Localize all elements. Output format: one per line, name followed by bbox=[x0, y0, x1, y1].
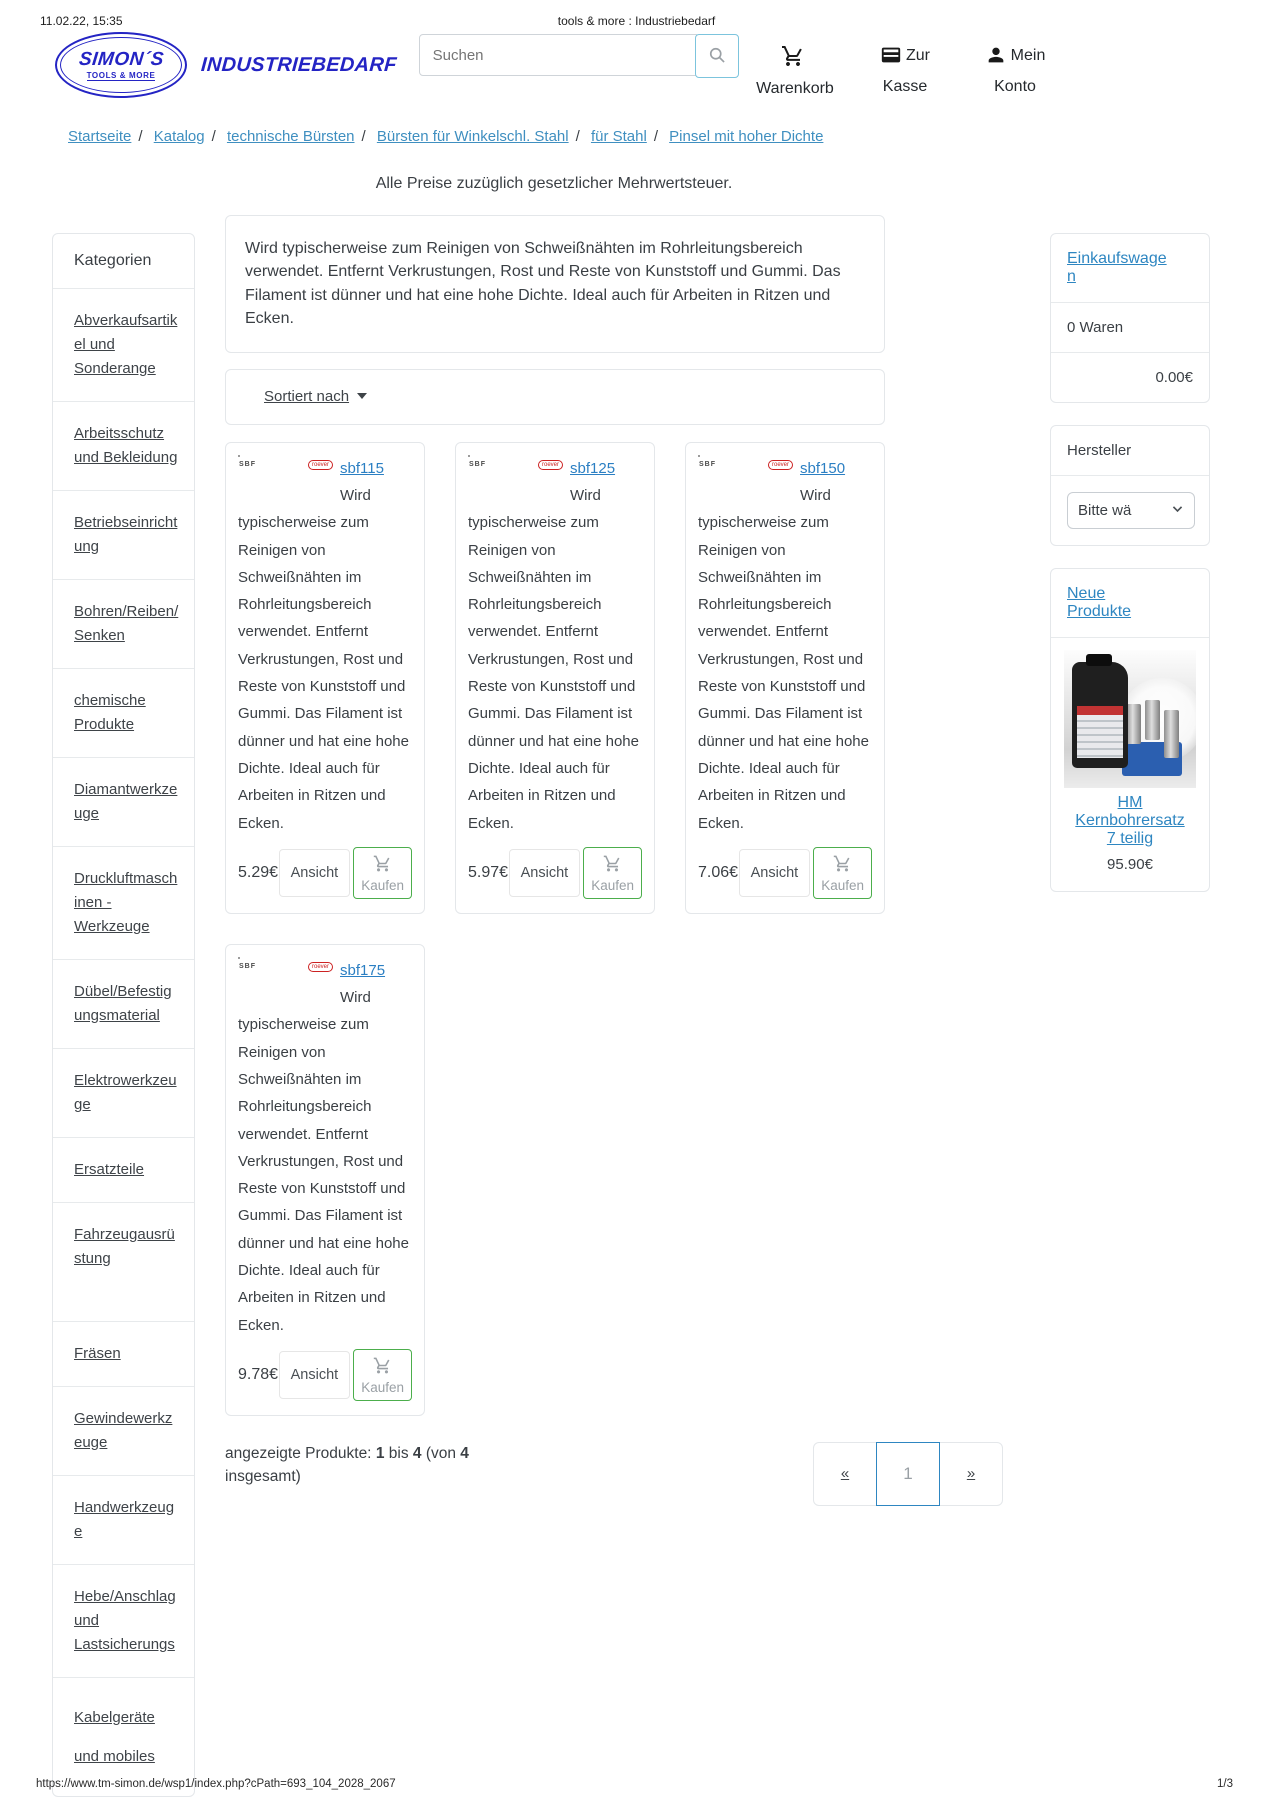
buy-button-label: Kaufen bbox=[821, 877, 864, 893]
product-description: Wird typischerweise zum Reinigen von Schweißnähten im Rohrleitungsbereich verwendet. Entfernt Verkrustungen, Rost und Reste von Kunststoff und Gummi. Das Filament ist dünner und hat eine hohe Dichte. Ideal auch für Arbeiten in Ritzen und Ecken. bbox=[468, 486, 639, 832]
summary-to: 4 bbox=[412, 1444, 422, 1462]
manufacturer-selected-value: Bitte wä bbox=[1078, 501, 1132, 519]
logo-wordmark: INDUSTRIEBEDARF bbox=[200, 53, 398, 76]
sbf-brand-label: SBF bbox=[469, 460, 486, 468]
print-document-title: tools & more : Industriebedarf bbox=[557, 14, 716, 28]
sort-label: Sortiert nach bbox=[264, 387, 350, 405]
main-content bbox=[225, 215, 1011, 1506]
sidebar-item-diamantwerkzeuge[interactable]: Diamantwerkzeuge bbox=[53, 758, 194, 847]
roever-stamp: roever bbox=[308, 962, 333, 972]
user-icon bbox=[985, 44, 1007, 75]
buy-button-label: Kaufen bbox=[361, 1379, 404, 1395]
cart-mini-icon bbox=[603, 854, 622, 876]
roever-stamp: roever bbox=[768, 460, 793, 470]
categories-title: Kategorien bbox=[53, 234, 194, 289]
manufacturer-select[interactable] bbox=[1067, 492, 1195, 529]
breadcrumb-separator: / bbox=[361, 127, 366, 145]
hm-kernbohrersatz-photo[interactable] bbox=[1064, 650, 1196, 788]
product-image[interactable] bbox=[238, 455, 334, 471]
product-price: 5.97€ bbox=[468, 863, 509, 881]
sbf-brand-label: SBF bbox=[239, 460, 256, 468]
sidebar-item-kabelgeraete[interactable]: Kabelgeräte und mobiles bbox=[74, 1708, 155, 1765]
right-sidebar bbox=[1050, 233, 1210, 914]
sidebar-item-gewindewerkzeuge[interactable]: Gewindewerkzeuge bbox=[53, 1387, 194, 1476]
product-link-sbf125[interactable]: sbf125 bbox=[570, 459, 616, 477]
categories-sidebar bbox=[52, 233, 195, 1797]
breadcrumb-separator: / bbox=[138, 127, 143, 145]
magnifier-icon bbox=[707, 45, 727, 68]
print-page-indicator: 1/3 bbox=[1217, 1778, 1233, 1790]
manufacturer-title: Hersteller bbox=[1051, 426, 1209, 476]
view-button[interactable]: Ansicht bbox=[509, 849, 581, 897]
sidebar-item-betriebseinrichtung[interactable]: Betriebseinrichtung bbox=[53, 491, 194, 580]
cart-box bbox=[1050, 233, 1210, 403]
hm-kernbohrersatz-price: 95.90€ bbox=[1107, 855, 1153, 873]
shopping-cart-icon bbox=[781, 44, 805, 77]
pagination-row bbox=[225, 1442, 1011, 1506]
checkout-nav-link[interactable] bbox=[862, 44, 948, 102]
print-timestamp: 11.02.22, 15:35 bbox=[40, 14, 123, 28]
breadcrumb bbox=[68, 128, 1273, 145]
product-card-sbf125 bbox=[455, 442, 655, 914]
sidebar-item-chemische-produkte[interactable]: chemische Produkte bbox=[53, 669, 194, 758]
roever-stamp: roever bbox=[308, 460, 333, 470]
buy-button[interactable] bbox=[583, 847, 642, 899]
sidebar-item-fraesen[interactable]: Fräsen bbox=[53, 1322, 194, 1387]
sidebar-item-duebel[interactable]: Dübel/Befestigungsmaterial bbox=[53, 960, 194, 1049]
sidebar-item-ersatzteile[interactable]: Ersatzteile bbox=[53, 1138, 194, 1203]
new-products-link[interactable]: Neue Produkte bbox=[1067, 584, 1132, 620]
sort-dropdown[interactable] bbox=[264, 388, 367, 405]
summary-von: (von bbox=[425, 1444, 456, 1462]
caret-down-icon bbox=[357, 393, 367, 399]
product-card-sbf115 bbox=[225, 442, 425, 914]
account-nav-label: Mein Konto bbox=[994, 47, 1046, 95]
sidebar-item-abverkaufsartikel[interactable]: Abverkaufsartikel und Sonderange bbox=[53, 289, 194, 402]
product-price: 5.29€ bbox=[238, 863, 279, 881]
category-description: Wird typischerweise zum Reinigen von Schweißnähten im Rohrleitungsbereich verwendet. Entfernt Verkrustungen, Rost und Reste von Kunststoff und Gummi. Das Filament ist dünner und hat eine hohe Dichte. Ideal auch für Arbeiten in Ritzen und Ecken. bbox=[225, 215, 885, 353]
page-current[interactable]: 1 bbox=[876, 1442, 940, 1506]
breadcrumb-pinsel-hohe-dichte[interactable]: Pinsel mit hoher Dichte bbox=[669, 127, 824, 145]
vat-notice: Alle Preise zuzüglich gesetzlicher Mehrwertsteuer. bbox=[375, 174, 733, 192]
cart-link[interactable]: Einkaufswagen bbox=[1067, 249, 1167, 285]
product-link-sbf175[interactable]: sbf175 bbox=[340, 961, 386, 979]
search-bar bbox=[419, 34, 739, 78]
breadcrumb-separator: / bbox=[653, 127, 658, 145]
logo-name: SIMON´S bbox=[77, 49, 165, 70]
cart-mini-icon bbox=[373, 854, 392, 876]
breadcrumb-separator: / bbox=[575, 127, 580, 145]
layout bbox=[0, 215, 1273, 1765]
sidebar-item-handwerkzeuge[interactable]: Handwerkzeuge bbox=[53, 1476, 194, 1565]
view-button[interactable]: Ansicht bbox=[739, 849, 811, 897]
top-nav bbox=[752, 32, 1058, 102]
breadcrumb-separator: / bbox=[211, 127, 216, 145]
product-description: Wird typischerweise zum Reinigen von Schweißnähten im Rohrleitungsbereich verwendet. Entfernt Verkrustungen, Rost und Reste von Kunststoff und Gummi. Das Filament ist dünner und hat eine hohe Dichte. Ideal auch für Arbeiten in Ritzen und Ecken. bbox=[698, 486, 869, 832]
summary-total: 4 bbox=[460, 1444, 469, 1462]
sidebar-item-fahrzeugausruestung[interactable]: Fahrzeugausrüstung bbox=[53, 1203, 194, 1322]
buy-button-label: Kaufen bbox=[361, 877, 404, 893]
cart-nav-link[interactable] bbox=[752, 44, 838, 102]
product-grid bbox=[225, 442, 885, 1416]
sort-box bbox=[225, 369, 885, 425]
print-url: https://www.tm-simon.de/wsp1/index.php?cPath=693_104_2028_2067 bbox=[36, 1778, 396, 1790]
account-nav-link[interactable] bbox=[972, 44, 1058, 102]
product-image[interactable] bbox=[698, 455, 794, 471]
chevron-down-icon bbox=[1171, 502, 1184, 519]
sidebar-item-hebe-anschlag[interactable]: Hebe/Anschlag und Lastsicherungs bbox=[53, 1565, 194, 1678]
breadcrumb-fuer-stahl[interactable]: für Stahl bbox=[590, 127, 647, 145]
buy-button-label: Kaufen bbox=[591, 877, 634, 893]
product-description: Wird typischerweise zum Reinigen von Schweißnähten im Rohrleitungsbereich verwendet. Entfernt Verkrustungen, Rost und Reste von Kunststoff und Gummi. Das Filament ist dünner und hat eine hohe Dichte. Ideal auch für Arbeiten in Ritzen und Ecken. bbox=[238, 486, 409, 832]
sbf-brand-label: SBF bbox=[239, 962, 256, 970]
cart-mini-icon bbox=[833, 854, 852, 876]
logo-tagline: TOOLS & MORE bbox=[86, 71, 156, 80]
credit-card-icon bbox=[880, 44, 902, 75]
sidebar-item-bohren[interactable]: Bohren/Reiben/Senken bbox=[53, 580, 194, 669]
view-button[interactable]: Ansicht bbox=[279, 1351, 351, 1399]
product-card-sbf150 bbox=[685, 442, 885, 914]
product-card-sbf175 bbox=[225, 944, 425, 1416]
cart-item-count: 0 Waren bbox=[1051, 303, 1209, 353]
sidebar-item-druckluftmaschinen[interactable]: Druckluftmaschinen - Werkzeuge bbox=[53, 847, 194, 960]
manufacturer-box bbox=[1050, 425, 1210, 546]
buy-button[interactable] bbox=[813, 847, 872, 899]
pager bbox=[813, 1442, 1003, 1506]
logo-oval bbox=[55, 32, 187, 98]
breadcrumb-buersten-winkelschl[interactable]: Bürsten für Winkelschl. Stahl bbox=[376, 127, 569, 145]
product-image[interactable] bbox=[468, 455, 564, 471]
product-link-sbf115[interactable]: sbf115 bbox=[340, 459, 384, 477]
logo[interactable] bbox=[55, 32, 397, 98]
results-summary bbox=[225, 1442, 490, 1489]
summary-prefix: angezeigte Produkte: bbox=[225, 1444, 372, 1462]
summary-bis: bis bbox=[388, 1444, 409, 1462]
buy-button[interactable] bbox=[353, 847, 412, 899]
checkout-nav-label: Zur Kasse bbox=[882, 47, 930, 95]
sidebar-item-elektrowerkzeuge[interactable]: Elektrowerkzeuge bbox=[53, 1049, 194, 1138]
product-link-sbf150[interactable]: sbf150 bbox=[800, 459, 846, 477]
sidebar-item-arbeitsschutz[interactable]: Arbeitsschutz und Bekleidung bbox=[53, 402, 194, 491]
cart-mini-icon bbox=[373, 1356, 392, 1378]
breadcrumb-startseite[interactable]: Startseite bbox=[68, 127, 132, 145]
breadcrumb-katalog[interactable]: Katalog bbox=[153, 127, 205, 145]
search-input[interactable] bbox=[419, 34, 697, 76]
product-image[interactable] bbox=[238, 957, 334, 973]
product-price: 9.78€ bbox=[238, 1365, 279, 1383]
breadcrumb-technische-buersten[interactable]: technische Bürsten bbox=[226, 127, 355, 145]
search-button[interactable] bbox=[695, 34, 739, 78]
product-description: Wird typischerweise zum Reinigen von Schweißnähten im Rohrleitungsbereich verwendet. Entfernt Verkrustungen, Rost und Reste von Kunststoff und Gummi. Das Filament ist dünner und hat eine hohe Dichte. Ideal auch für Arbeiten in Ritzen und Ecken. bbox=[238, 989, 409, 1334]
page-next-button[interactable]: » bbox=[966, 1465, 976, 1483]
sbf-brand-label: SBF bbox=[699, 460, 716, 468]
buy-button[interactable] bbox=[353, 1349, 412, 1401]
roever-stamp: roever bbox=[538, 460, 563, 470]
cart-nav-label: Warenkorb bbox=[756, 79, 834, 97]
page-prev-button[interactable]: « bbox=[840, 1465, 850, 1483]
product-price: 7.06€ bbox=[698, 863, 739, 881]
hm-kernbohrersatz-link[interactable]: HM Kernbohrersatz 7 teilig bbox=[1075, 793, 1185, 847]
cart-total: 0.00€ bbox=[1155, 368, 1193, 386]
summary-suffix: insgesamt) bbox=[225, 1468, 301, 1486]
view-button[interactable]: Ansicht bbox=[279, 849, 351, 897]
new-products-box bbox=[1050, 568, 1210, 892]
summary-from: 1 bbox=[375, 1444, 385, 1462]
